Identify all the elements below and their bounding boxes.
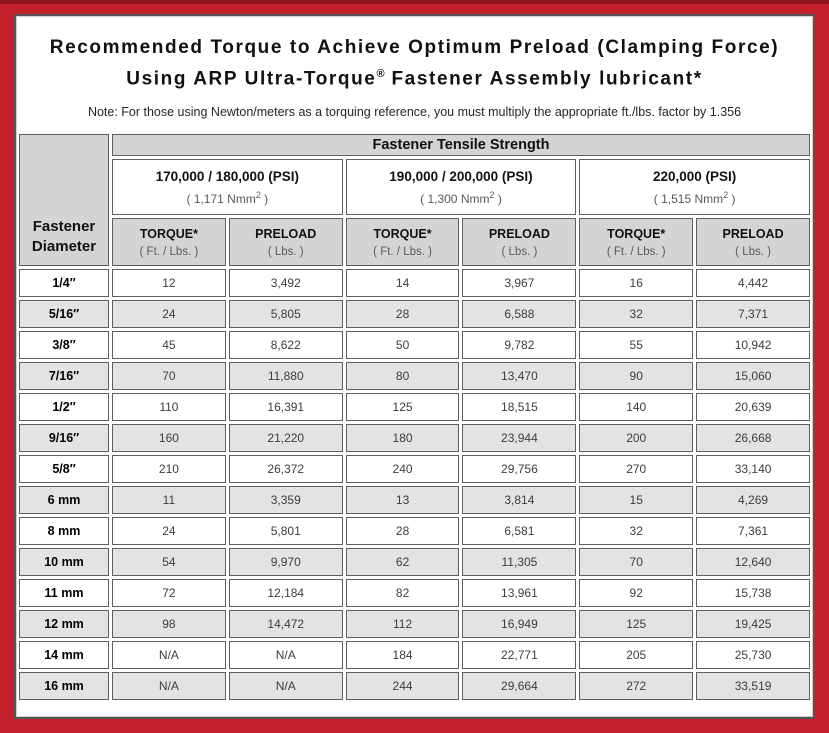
torque-value-cell: 270 (579, 455, 693, 483)
table-row (19, 486, 810, 514)
fastener-diameter-cell: 3/8″ (19, 331, 109, 359)
preload-value-cell: 12,184 (229, 579, 343, 607)
psi-group-190-200 (346, 159, 577, 215)
torque-value-cell: 80 (346, 362, 460, 390)
preload-value-cell: 12,640 (696, 548, 810, 576)
table-row (19, 393, 810, 421)
preload-value-cell: 4,442 (696, 269, 810, 297)
preload-value-cell: 29,664 (462, 672, 576, 700)
torque-value-cell: 14 (346, 269, 460, 297)
table-row (19, 579, 810, 607)
preload-value-cell: 7,361 (696, 517, 810, 545)
preload-value-cell: 16,391 (229, 393, 343, 421)
torque-value-cell: 200 (579, 424, 693, 452)
preload-value-cell: 3,967 (462, 269, 576, 297)
column-header-torque (579, 218, 693, 266)
preload-value-cell: 29,756 (462, 455, 576, 483)
preload-value-cell: 5,805 (229, 300, 343, 328)
fastener-diameter-cell: 10 mm (19, 548, 109, 576)
torque-value-cell: 12 (112, 269, 226, 297)
torque-value-cell: 125 (346, 393, 460, 421)
preload-value-cell: 33,140 (696, 455, 810, 483)
preload-value-cell: 7,371 (696, 300, 810, 328)
torque-value-cell: 244 (346, 672, 460, 700)
torque-value-cell: 272 (579, 672, 693, 700)
corner-header-fastener-diameter (19, 134, 109, 266)
column-header-preload (696, 218, 810, 266)
title-line-1: Recommended Torque to Achieve Optimum Preload (Clamping Force) (49, 37, 780, 58)
column-header-torque (346, 218, 460, 266)
nmm-post: ) (494, 191, 502, 206)
torque-value-cell: 110 (112, 393, 226, 421)
torque-value-cell: 82 (346, 579, 460, 607)
torque-value-cell: 205 (579, 641, 693, 669)
nmm-superscript: 2 (489, 189, 495, 200)
torque-value-cell: 92 (579, 579, 693, 607)
preload-value-cell: 33,519 (696, 672, 810, 700)
column-header-unit: ( Lbs. ) (501, 245, 538, 258)
psi-label: 170,000 / 180,000 (PSI) (155, 168, 299, 184)
column-header-unit: ( Lbs. ) (267, 245, 304, 258)
preload-value-cell: 11,305 (462, 548, 576, 576)
corner-header-line-2: Diameter (31, 238, 97, 256)
preload-value-cell: 26,372 (229, 455, 343, 483)
preload-value-cell: 16,949 (462, 610, 576, 638)
preload-value-cell: 20,639 (696, 393, 810, 421)
fastener-diameter-cell: 14 mm (19, 641, 109, 669)
nmm-pre: ( 1,300 Nmm (420, 191, 490, 206)
column-header-torque (112, 218, 226, 266)
preload-value-cell: 21,220 (229, 424, 343, 452)
nmm-post: ) (260, 191, 269, 206)
fastener-diameter-cell: 7/16″ (19, 362, 109, 390)
preload-value-cell: 9,970 (229, 548, 343, 576)
psi-group-220 (579, 159, 810, 215)
table-row (19, 424, 810, 452)
preload-value-cell: 22,771 (462, 641, 576, 669)
torque-value-cell: 16 (579, 269, 693, 297)
nmm-label (113, 190, 342, 206)
torque-value-cell: 70 (112, 362, 226, 390)
fastener-diameter-cell: 8 mm (19, 517, 109, 545)
torque-value-cell: 15 (579, 486, 693, 514)
preload-value-cell: 14,472 (229, 610, 343, 638)
table-row (19, 517, 810, 545)
title-line-2 (16, 61, 813, 92)
table-row (19, 610, 810, 638)
table-row (19, 548, 810, 576)
fastener-diameter-cell: 1/2″ (19, 393, 109, 421)
header-row-torque-preload (19, 218, 810, 266)
torque-value-cell: 55 (579, 331, 693, 359)
torque-value-cell: 45 (112, 331, 226, 359)
torque-value-cell: 24 (112, 517, 226, 545)
torque-value-cell: 70 (579, 548, 693, 576)
torque-value-cell: 160 (112, 424, 226, 452)
preload-value-cell: 25,730 (696, 641, 810, 669)
preload-value-cell: 6,588 (462, 300, 576, 328)
table-row (19, 269, 810, 297)
column-header-unit: ( Ft. / Lbs. ) (139, 245, 199, 258)
torque-value-cell: 90 (579, 362, 693, 390)
column-header-label: PRELOAD (488, 226, 550, 241)
fastener-diameter-cell: 12 mm (19, 610, 109, 638)
frame-top-edge (0, 0, 829, 4)
column-header-label: TORQUE* (139, 226, 198, 241)
header-row-psi-groups (19, 159, 810, 215)
torque-value-cell: N/A (112, 672, 226, 700)
preload-value-cell: 6,581 (462, 517, 576, 545)
preload-value-cell: 3,492 (229, 269, 343, 297)
preload-value-cell: 19,425 (696, 610, 810, 638)
table-row (19, 362, 810, 390)
preload-value-cell: 5,801 (229, 517, 343, 545)
torque-value-cell: 98 (112, 610, 226, 638)
nmm-superscript: 2 (255, 189, 261, 200)
psi-group-170-180 (112, 159, 343, 215)
preload-value-cell: 15,738 (696, 579, 810, 607)
preload-value-cell: 9,782 (462, 331, 576, 359)
torque-value-cell: 32 (579, 517, 693, 545)
nmm-pre: ( 1,515 Nmm (653, 191, 724, 206)
fastener-diameter-cell: 5/16″ (19, 300, 109, 328)
torque-value-cell: 28 (346, 517, 460, 545)
column-header-label: TORQUE* (373, 226, 432, 241)
preload-value-cell: 13,470 (462, 362, 576, 390)
column-header-label: TORQUE* (607, 226, 666, 241)
torque-value-cell: 112 (346, 610, 460, 638)
column-header-preload (462, 218, 576, 266)
column-header-unit: ( Ft. / Lbs. ) (373, 245, 432, 258)
table-row (19, 672, 810, 700)
fastener-diameter-cell: 6 mm (19, 486, 109, 514)
torque-value-cell: 240 (346, 455, 460, 483)
nmm-pre: ( 1,171 Nmm (186, 191, 256, 206)
column-header-label: PRELOAD (255, 226, 317, 241)
column-header-preload (229, 218, 343, 266)
fastener-diameter-cell: 11 mm (19, 579, 109, 607)
page-title (16, 16, 813, 92)
table-row (19, 455, 810, 483)
column-header-label: PRELOAD (722, 226, 784, 241)
preload-value-cell: 4,269 (696, 486, 810, 514)
torque-value-cell: 180 (346, 424, 460, 452)
nmm-label (580, 190, 809, 206)
preload-value-cell: 3,814 (462, 486, 576, 514)
title-line-2-post: Fastener Assembly lubricant* (384, 68, 703, 90)
preload-value-cell: 15,060 (696, 362, 810, 390)
torque-value-cell: 24 (112, 300, 226, 328)
preload-value-cell: 23,944 (462, 424, 576, 452)
preload-value-cell: N/A (229, 672, 343, 700)
torque-spec-table (16, 131, 813, 703)
column-header-unit: ( Ft. / Lbs. ) (606, 245, 666, 258)
fastener-diameter-cell: 16 mm (19, 672, 109, 700)
torque-value-cell: 13 (346, 486, 460, 514)
table-row (19, 641, 810, 669)
nmm-post: ) (728, 191, 736, 206)
torque-value-cell: 125 (579, 610, 693, 638)
preload-value-cell: 11,880 (229, 362, 343, 390)
preload-value-cell: 26,668 (696, 424, 810, 452)
table-body (19, 269, 810, 700)
torque-value-cell: 72 (112, 579, 226, 607)
torque-value-cell: 210 (112, 455, 226, 483)
column-header-unit: ( Lbs. ) (735, 245, 771, 258)
torque-value-cell: 62 (346, 548, 460, 576)
preload-value-cell: 18,515 (462, 393, 576, 421)
preload-value-cell: N/A (229, 641, 343, 669)
preload-value-cell: 13,961 (462, 579, 576, 607)
torque-value-cell: 32 (579, 300, 693, 328)
note-text: Note: For those using Newton/meters as a torquing reference, you must multiply the appropriate ft./lbs. factor by 1.356 (87, 105, 742, 120)
table-row (19, 331, 810, 359)
fastener-diameter-cell: 5/8″ (19, 455, 109, 483)
fastener-diameter-cell: 1/4″ (19, 269, 109, 297)
torque-value-cell: 184 (346, 641, 460, 669)
title-line-2-pre: Using ARP Ultra-Torque (126, 68, 377, 90)
nmm-label (347, 190, 576, 206)
corner-header-line-1: Fastener (32, 218, 96, 236)
preload-value-cell: 3,359 (229, 486, 343, 514)
psi-label: 220,000 (PSI) (653, 168, 737, 184)
torque-value-cell: 140 (579, 393, 693, 421)
torque-value-cell: 54 (112, 548, 226, 576)
header-row-tensile (19, 134, 810, 156)
psi-label: 190,000 / 200,000 (PSI) (389, 168, 533, 184)
preload-value-cell: 10,942 (696, 331, 810, 359)
content-panel (14, 14, 815, 719)
fastener-diameter-cell: 9/16″ (19, 424, 109, 452)
torque-value-cell: N/A (112, 641, 226, 669)
nmm-superscript: 2 (723, 189, 729, 200)
torque-value-cell: 28 (346, 300, 460, 328)
tensile-strength-header: Fastener Tensile Strength (112, 134, 810, 156)
torque-value-cell: 50 (346, 331, 460, 359)
registered-trademark-symbol: ® (376, 68, 385, 80)
preload-value-cell: 8,622 (229, 331, 343, 359)
table-row (19, 300, 810, 328)
torque-value-cell: 11 (112, 486, 226, 514)
